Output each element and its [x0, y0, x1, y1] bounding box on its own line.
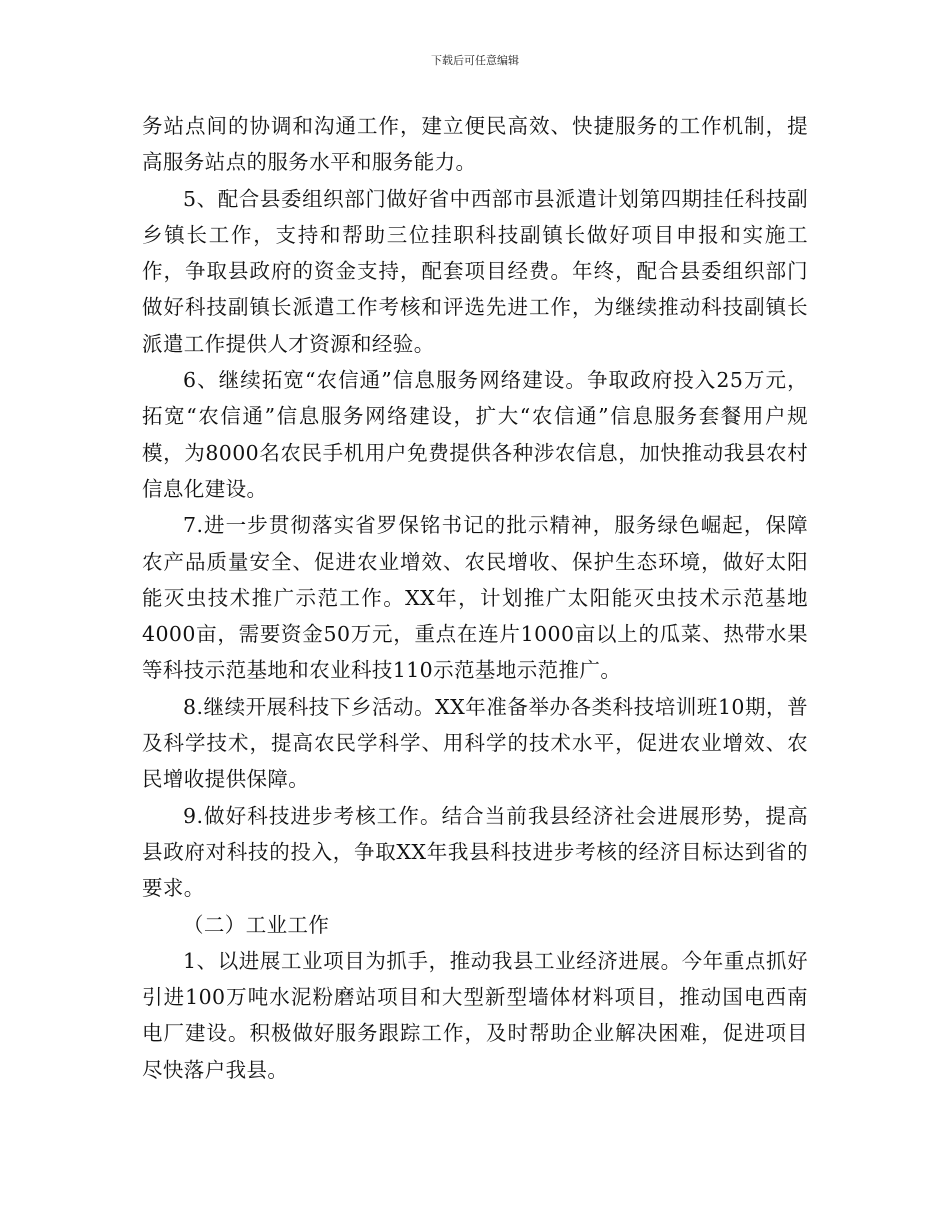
section-heading-industry: （二）工业工作 — [183, 912, 330, 937]
document-body — [142, 108, 808, 1088]
paragraph-item-6: 6、继续拓宽“农信通”信息服务网络建设。争取政府投入25万元，拓宽“农信通”信息服务网络建设，扩大“农信通”信息服务套餐用户规模，为8000名农民手机用户免费提供各种涉农信息，加快推动我县农村信息化建设。 — [142, 368, 808, 501]
paragraph-industry-item-1: 1、以进展工业项目为抓手，推动我县工业经济进展。今年重点抓好引进100万吨水泥粉磨站项目和大型新型墙体材料项目，推动国电西南电厂建设。积极做好服务跟踪工作，及时帮助企业解决困难，促进项目尽快落户我县。 — [142, 948, 808, 1082]
paragraph-item-9: 9.做好科技进步考核工作。结合当前我县经济社会进展形势，提高县政府对科技的投入，争取XX年我县科技进步考核的经济目标达到省的要求。 — [142, 803, 808, 901]
paragraph-item-8: 8.继续开展科技下乡活动。XX年准备举办各类科技培训班10期，普及科学技术，提高农民学科学、用科学的技术水平，促进农业增效、农民增收提供保障。 — [142, 694, 808, 792]
paragraph-item-5: 5、配合县委组织部门做好省中西部市县派遣计划第四期挂任科技副乡镇长工作，支持和帮助三位挂职科技副镇长做好项目申报和实施工作，争取县政府的资金支持，配套项目经费。年终，配合县委组织部门做好科技副镇长派遣工作考核和评选先进工作，为继续推动科技副镇长派遣工作提供人才资源和经验。 — [142, 186, 808, 356]
paragraph-item-7: 7.进一步贯彻落实省罗保铭书记的批示精神，服务绿色崛起，保障农产品质量安全、促进农业增效、农民增收、保护生态环境，做好太阳能灭虫技术推广示范工作。XX年，计划推广太阳能灭虫技术示范基地4000亩，需要资金50万元，重点在连片1000亩以上的瓜菜、热带水果等科技示范基地和农业科技110示范基地示范推广。 — [142, 513, 808, 683]
page-header: 下载后可任意编辑 — [431, 54, 519, 67]
paragraph-continuation: 务站点间的协调和沟通工作，建立便民高效、快捷服务的工作机制，提高服务站点的服务水平和服务能力。 — [142, 114, 808, 175]
